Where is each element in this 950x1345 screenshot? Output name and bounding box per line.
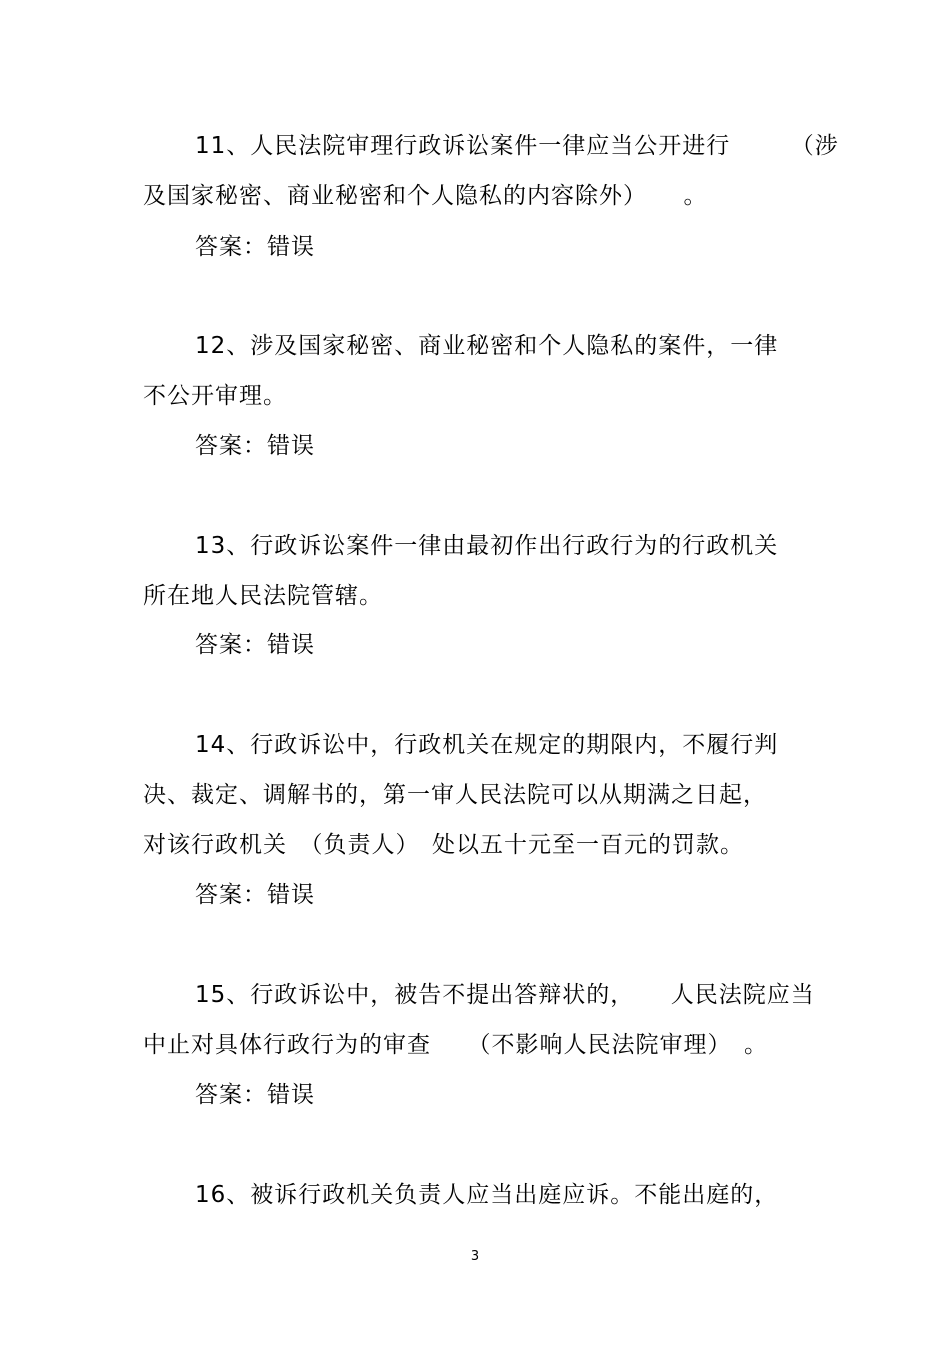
q14-answer: 答案：错误 xyxy=(195,882,315,908)
page-number: 3 xyxy=(470,1249,480,1264)
q12-line-2: 不公开审理。 xyxy=(143,383,287,409)
q15-answer: 答案：错误 xyxy=(195,1082,315,1108)
q12-answer: 答案：错误 xyxy=(195,433,315,459)
q16-line-1: 16、被诉行政机关负责人应当出庭应诉。不能出庭的， xyxy=(195,1182,779,1208)
q15-line-1: 15、行政诉讼中，被告不提出答辩状的， 人民法院应当 xyxy=(195,982,815,1008)
q14-line-3: 对该行政机关 （负责人） 处以五十元至一百元的罚款。 xyxy=(143,832,744,858)
q11-line-2: 及国家秘密、商业秘密和个人隐私的内容除外） 。 xyxy=(143,183,708,209)
q14-line-2: 决、裁定、调解书的，第一审人民法院可以从期满之日起， xyxy=(143,782,767,808)
q11-answer: 答案：错误 xyxy=(195,234,315,260)
q13-line-1: 13、行政诉讼案件一律由最初作出行政行为的行政机关 xyxy=(195,533,779,559)
q13-line-2: 所在地人民法院管辖。 xyxy=(143,583,383,609)
q12-line-1: 12、涉及国家秘密、商业秘密和个人隐私的案件，一律 xyxy=(195,333,779,359)
q14-line-1: 14、行政诉讼中，行政机关在规定的期限内，不履行判 xyxy=(195,732,779,758)
q11-line-1: 11、人民法院审理行政诉讼案件一律应当公开进行 （涉 xyxy=(195,133,839,159)
q13-answer: 答案：错误 xyxy=(195,632,315,658)
q15-line-2: 中止对具体行政行为的审查 （不影响人民法院审理） 。 xyxy=(143,1032,768,1058)
